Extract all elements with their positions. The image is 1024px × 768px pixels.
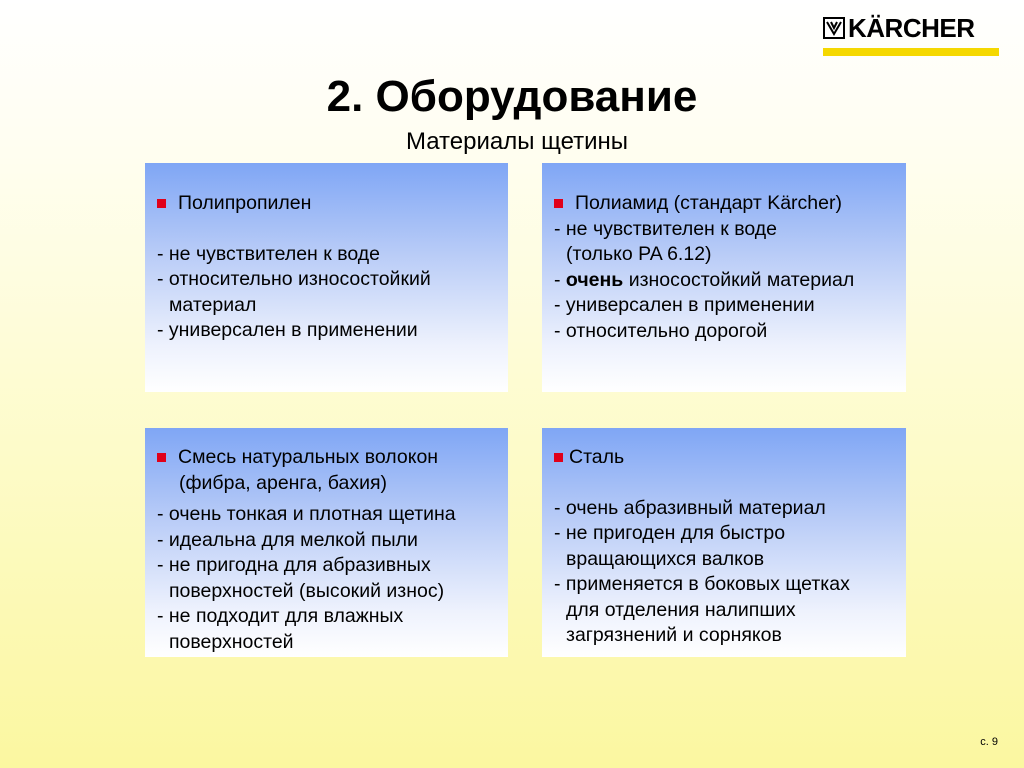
bullet-icon <box>157 199 166 208</box>
box-line: - не пригоден для быстро <box>554 522 786 544</box>
box-heading: Сталь <box>569 446 625 468</box>
karcher-logo-icon <box>823 17 845 39</box>
box-line: - универсален в применении <box>554 294 815 316</box>
box-line: - очень абразивный материал <box>554 496 826 519</box>
box-line: - не подходит для влажных <box>157 605 404 627</box>
box-line: - универсален в применении <box>157 319 418 341</box>
box-line: загрязнений и сорняков <box>566 624 782 646</box>
page-number: с. 9 <box>980 736 998 748</box>
polyamide-box <box>542 163 906 392</box>
emphasis-word: очень <box>565 268 624 291</box>
box-line-rest: износостойкий материал <box>623 268 855 291</box>
box-line: - не чувствителен к воде <box>554 217 777 240</box>
bullet-icon <box>554 199 563 208</box>
box-line: (только PA 6.12) <box>566 243 712 265</box>
box-line: - не пригодна для абразивных <box>157 554 431 576</box>
box-line: поверхностей <box>169 630 294 653</box>
box-line: поверхностей (высокий износ) <box>169 579 445 602</box>
karcher-logo <box>823 14 999 56</box>
box-line: для отделения налипших <box>566 598 796 621</box>
box-line: - очень тонкая и плотная щетина <box>157 503 456 525</box>
logo-text: KÄRCHER <box>848 13 975 43</box>
box-heading: Полиамид (стандарт Kärcher) <box>575 192 842 214</box>
page-subtitle: Материалы щетины <box>405 128 629 155</box>
box-line-bold <box>554 268 894 294</box>
box-line: - относительно дорогой <box>554 319 768 342</box>
box-line: - не чувствителен к воде <box>157 242 380 265</box>
bullet-icon <box>554 453 563 462</box>
box-heading: Полипропилен <box>178 192 312 214</box>
box-line-prefix: - <box>554 268 566 291</box>
box-heading: Смесь натуральных волокон <box>178 446 439 468</box>
box-line: - относительно износостойкий <box>157 268 431 290</box>
bullet-icon <box>157 453 166 462</box>
box-line: вращающихся валков <box>566 547 765 570</box>
box-heading-sub: (фибра, аренга, бахия) <box>179 471 388 494</box>
polypropylene-box <box>145 163 508 392</box>
logo-bar <box>823 48 999 56</box>
natural-fiber-box <box>145 428 508 657</box>
box-line: - применяется в боковых щетках <box>554 573 850 595</box>
box-line: - идеальна для мелкой пыли <box>157 528 418 551</box>
box-line: материал <box>169 293 257 316</box>
page-title: 2. Оборудование <box>326 72 698 121</box>
steel-box <box>542 428 906 657</box>
